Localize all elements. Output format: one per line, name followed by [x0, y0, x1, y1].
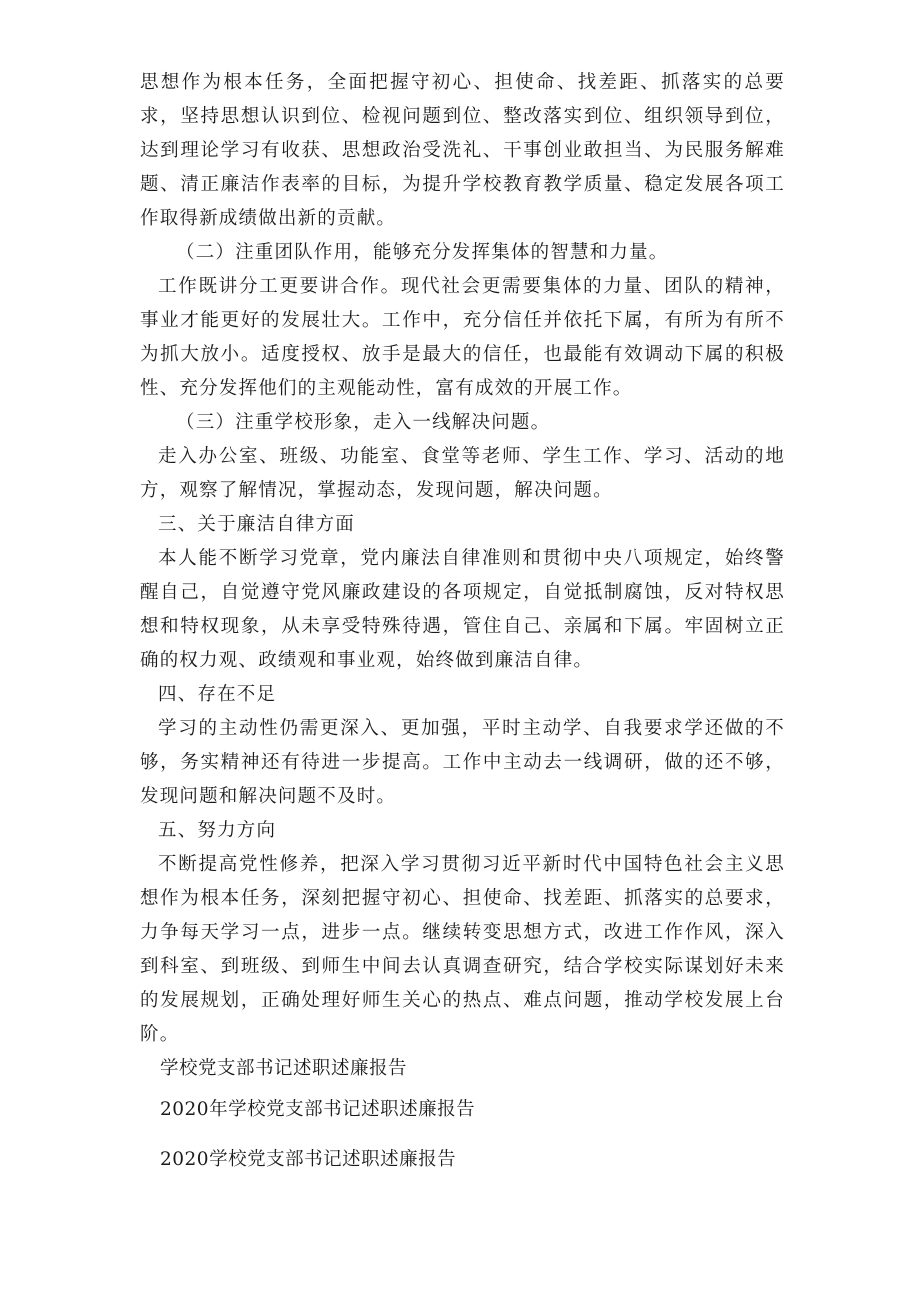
heading-school-image: （三）注重学校形象，走入一线解决问题。: [176, 412, 551, 433]
report-title-1: 学校党支部书记述职述廉报告: [160, 1058, 408, 1079]
paragraph-team-role: 工作既讲分工更要讲合作。现代社会更需要集体的力量、团队的精神，事业才能更好的发展壮大。工作中，充分信任并依托下属，有所为有所不为抓大放小。适度授权、放手是最大的信任，也最能有效调动下属的积极性、充分发挥他们的主观能动性，富有成效的开展工作。: [140, 276, 785, 399]
heading-team-role: （二）注重团队作用，能够充分发挥集体的智慧和力量。: [176, 242, 669, 263]
paragraph-integrity: 本人能不断学习党章，党内廉法自律准则和贯彻中央八项规定，始终警醒自己，自觉遵守党风廉政建设的各项规定，自觉抵制腐蚀，反对特权思想和特权现象，从未享受特殊待遇，管住自己、亲属和下属。牢固树立正确的权力观、政绩观和事业观，始终做到廉洁自律。: [140, 548, 785, 671]
heading-integrity: 三、关于廉洁自律方面: [158, 514, 356, 535]
report-title-3: 2020学校党支部书记述职述廉报告: [160, 1149, 457, 1170]
heading-direction: 五、努力方向: [158, 820, 277, 841]
report-title-2: 2020年学校党支部书记述职述廉报告: [160, 1099, 476, 1120]
paragraph-school-image: 走入办公室、班级、功能室、食堂等老师、学生工作、学习、活动的地方，观察了解情况，掌握动态，发现问题，解决问题。: [140, 446, 785, 501]
heading-shortcomings: 四、存在不足: [158, 684, 277, 705]
paragraph-direction: 不断提高党性修养，把深入学习贯彻习近平新时代中国特色社会主义思想作为根本任务，深刻把握守初心、担使命、找差距、抓落实的总要求，力争每天学习一点，进步一点。继续转变思想方式，改进工作作风，深入到科室、到班级、到师生中间去认真调查研究，结合学校实际谋划好未来的发展规划，正确处理好师生关心的热点、难点问题，推动学校发展上台阶。: [140, 854, 785, 1045]
paragraph-shortcomings: 学习的主动性仍需更深入、更加强，平时主动学、自我要求学还做的不够，务实精神还有待进一步提高。工作中主动去一线调研，做的还不够，发现问题和解决问题不及时。: [140, 718, 785, 807]
paragraph-intro: 思想作为根本任务，全面把握守初心、担使命、找差距、抓落实的总要求，坚持思想认识到位、检视问题到位、整改落实到位、组织领导到位，达到理论学习有收获、思想政治受洗礼、干事创业敢担当、为民服务解难题、清正廉洁作表率的目标，为提升学校教育教学质量、稳定发展各项工作取得新成绩做出新的贡献。: [140, 72, 785, 229]
